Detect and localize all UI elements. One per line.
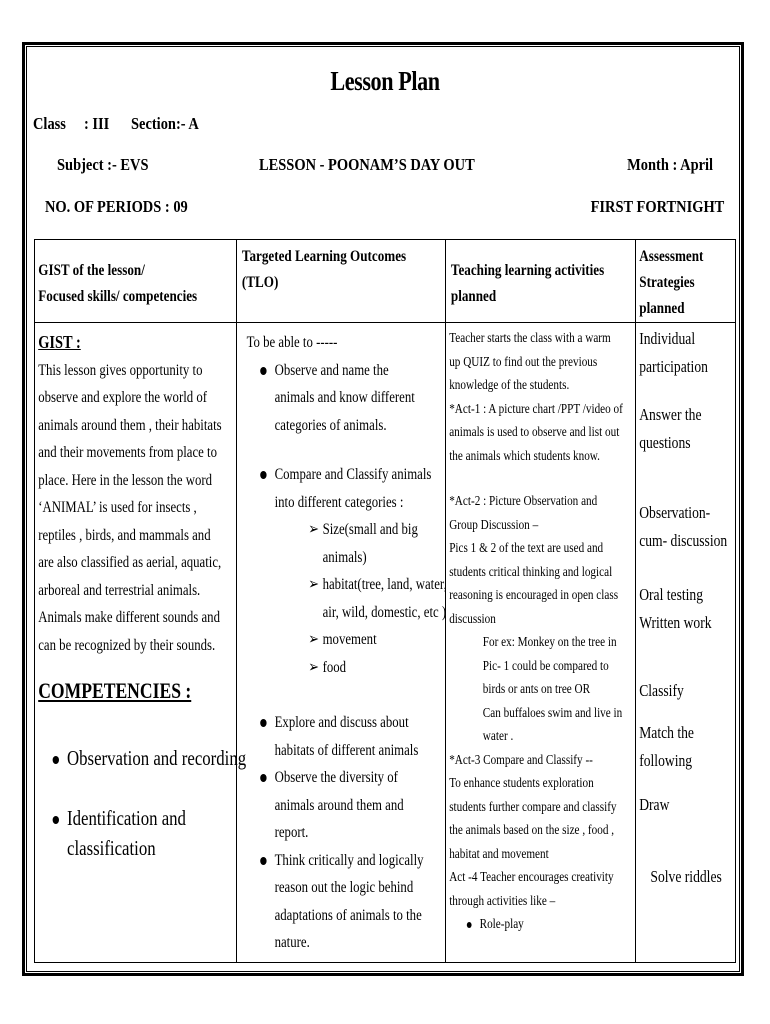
- activity-line: reasoning is encouraged in open class: [449, 588, 619, 603]
- col-header-gist: [35, 240, 237, 323]
- bullet-icon: [260, 367, 266, 375]
- example-line: birds or ants on tree OR: [482, 682, 591, 697]
- activity-line: To enhance students exploration: [449, 776, 594, 791]
- gist-line: are also classified as aerial, aquatic,: [38, 554, 222, 571]
- competency-text: classification: [67, 835, 156, 860]
- bullet-icon: [260, 774, 266, 782]
- col-header-assessment: [636, 240, 736, 323]
- assessment-item: Answer the: [639, 405, 702, 424]
- lesson-value: LESSON - POONAM’S DAY OUT: [259, 155, 475, 174]
- col-header-assessment-line: Assessment: [639, 248, 704, 265]
- assessment-item: Observation-: [639, 503, 711, 522]
- example-line: water .: [482, 729, 514, 744]
- gist-line: and their movements from place to: [38, 444, 217, 461]
- col-header-activities-line: Teaching learning activities: [450, 262, 605, 279]
- gist-line: This lesson gives opportunity to: [38, 361, 203, 379]
- tlo-text: Size(small and big: [322, 521, 418, 538]
- gist-line: can be recognized by their sounds.: [38, 636, 216, 654]
- assessment-item: participation: [639, 357, 708, 376]
- tlo-text: nature.: [274, 934, 310, 951]
- assessment-item: Individual: [639, 329, 696, 348]
- tlo-item: [247, 764, 404, 847]
- arrow-icon: ➢: [308, 521, 319, 538]
- assessment-item: Draw: [639, 795, 670, 814]
- gist-line: animals around them , their habitats: [38, 416, 222, 434]
- bullet-icon: [260, 471, 266, 479]
- section-value: Section:- A: [131, 114, 199, 133]
- table-header-row: [35, 240, 736, 323]
- activity-line: Pics 1 & 2 of the text are used and: [449, 541, 604, 556]
- activity-line: Teacher starts the class with a warm: [449, 331, 611, 346]
- tlo-subitem: [260, 626, 403, 654]
- assessment-item: questions: [639, 433, 691, 452]
- fortnight-value: FIRST FORTNIGHT: [590, 197, 724, 216]
- competency-item: [38, 803, 196, 863]
- tlo-text: into different categories :: [274, 493, 404, 511]
- table-body-row: [35, 323, 736, 963]
- activity-line: habitat and movement: [449, 846, 549, 862]
- tlo-cell: [237, 323, 446, 963]
- tlo-text: categories of animals.: [274, 416, 387, 434]
- col-header-tlo-line: (TLO): [241, 274, 279, 291]
- arrow-icon: ➢: [308, 658, 319, 676]
- tlo-text: Compare and Classify animals: [274, 466, 432, 483]
- bullet-icon: [53, 816, 59, 824]
- bullet-icon: [260, 857, 266, 865]
- competencies-heading: COMPETENCIES :: [38, 678, 192, 703]
- month-value: Month : April: [627, 155, 713, 174]
- gist-line: arboreal and terrestrial animals.: [38, 581, 201, 599]
- activity-line: the animals which students know.: [449, 448, 600, 464]
- tlo-item: [247, 709, 419, 764]
- tlo-text: reason out the logic behind: [274, 879, 414, 896]
- competency-text: Identification and: [67, 805, 186, 830]
- activities-cell: [446, 323, 636, 963]
- tlo-text: Observe the diversity of: [274, 769, 398, 786]
- example-line: Pic- 1 could be compared to: [482, 658, 609, 674]
- tlo-subitem: [260, 571, 447, 599]
- activity-line: Act -4 Teacher encourages creativity: [449, 870, 614, 885]
- tlo-text: food: [322, 658, 347, 676]
- competency-text: Observation and recording: [67, 745, 247, 770]
- activity-bullet-text: Role-play: [479, 917, 524, 932]
- gist-line: ‘ANIMAL’ is used for insects ,: [38, 499, 197, 516]
- page-title: Lesson Plan: [330, 66, 440, 96]
- col-header-activities: [446, 240, 636, 323]
- activity-line: through activities like –: [449, 893, 556, 909]
- gist-line: place. Here in the lesson the word: [38, 471, 213, 489]
- tlo-subitem: [260, 516, 418, 544]
- gist-line: observe and explore the world of: [38, 389, 208, 406]
- tlo-text: Explore and discuss about: [274, 714, 409, 731]
- assessment-item: Classify: [639, 681, 684, 700]
- example-line: Can buffaloes swim and live in: [482, 705, 623, 721]
- activity-line: discussion: [449, 611, 496, 627]
- bullet-icon: [260, 719, 266, 727]
- tlo-text: habitats of different animals: [274, 741, 419, 759]
- activity-line: Group Discussion –: [449, 517, 539, 533]
- assessment-item: Match the: [639, 723, 694, 742]
- tlo-item: [247, 357, 415, 440]
- activity-line: knowledge of the students.: [449, 378, 570, 393]
- tlo-text: animals and know different: [274, 389, 415, 406]
- activity-line: *Act-2 : Picture Observation and: [449, 494, 598, 509]
- tlo-subitem: [260, 654, 403, 682]
- activity-line: the animals based on the size , food ,: [449, 823, 615, 838]
- col-header-tlo-line: Targeted Learning Outcomes: [241, 248, 407, 265]
- class-value: : III: [84, 114, 110, 133]
- activity-line: students critical thinking and logical: [449, 564, 613, 580]
- col-header-gist-line: Focused skills/ competencies: [38, 288, 198, 305]
- bullet-icon: [53, 756, 59, 764]
- tlo-item: [247, 461, 447, 681]
- tlo-text: habitat(tree, land, water,: [322, 576, 447, 593]
- assessment-item: following: [639, 751, 693, 770]
- activity-line: animals is used to observe and list out: [449, 425, 620, 440]
- gist-line: Animals make different sounds and: [38, 609, 220, 626]
- example-line: For ex: Monkey on the tree in: [482, 635, 617, 650]
- tlo-text: movement: [322, 631, 377, 648]
- assessment-item: Oral testing: [639, 585, 704, 604]
- col-header-tlo: [237, 240, 446, 323]
- tlo-text: animals around them and: [274, 796, 404, 814]
- col-header-assessment-line: Strategies: [639, 274, 695, 291]
- activity-line: *Act-3 Compare and Classify --: [449, 752, 593, 768]
- col-header-activities-line: planned: [450, 288, 497, 305]
- assessment-item: Solve riddles: [650, 867, 722, 886]
- gist-cell: [35, 323, 247, 963]
- assessment-item: Written work: [639, 613, 712, 632]
- lesson-plan-table: [34, 239, 736, 963]
- tlo-text: report.: [274, 824, 309, 841]
- tlo-text: animals): [322, 548, 367, 566]
- gist-line: reptiles , birds, and mammals and: [38, 526, 211, 544]
- assessment-item: cum- discussion: [639, 531, 728, 550]
- activity-line: *Act-1 : A picture chart /PPT /video of: [449, 401, 623, 417]
- activity-line: students further compare and classify: [449, 799, 617, 815]
- tlo-text: air, wild, domestic, etc ): [322, 603, 447, 621]
- tlo-item: [247, 847, 424, 957]
- subject-value: Subject :- EVS: [57, 155, 149, 174]
- tlo-text: adaptations of animals to the: [274, 906, 422, 924]
- class-label: Class: [33, 114, 66, 133]
- activity-bullet: [449, 913, 597, 937]
- tlo-text: Think critically and logically: [274, 851, 424, 869]
- gist-heading: GIST :: [38, 332, 81, 352]
- activity-line: up QUIZ to find out the previous: [449, 354, 598, 370]
- col-header-gist-line: GIST of the lesson/: [38, 262, 145, 279]
- arrow-icon: ➢: [308, 631, 319, 648]
- arrow-icon: ➢: [308, 576, 319, 593]
- periods-value: NO. OF PERIODS : 09: [45, 197, 188, 216]
- tlo-intro: To be able to -----: [246, 334, 338, 351]
- col-header-assessment-line: planned: [639, 300, 685, 317]
- tlo-text: Observe and name the: [274, 361, 389, 379]
- competency-item: [38, 743, 247, 773]
- bullet-icon: [467, 922, 472, 928]
- assessment-cell: [636, 323, 736, 963]
